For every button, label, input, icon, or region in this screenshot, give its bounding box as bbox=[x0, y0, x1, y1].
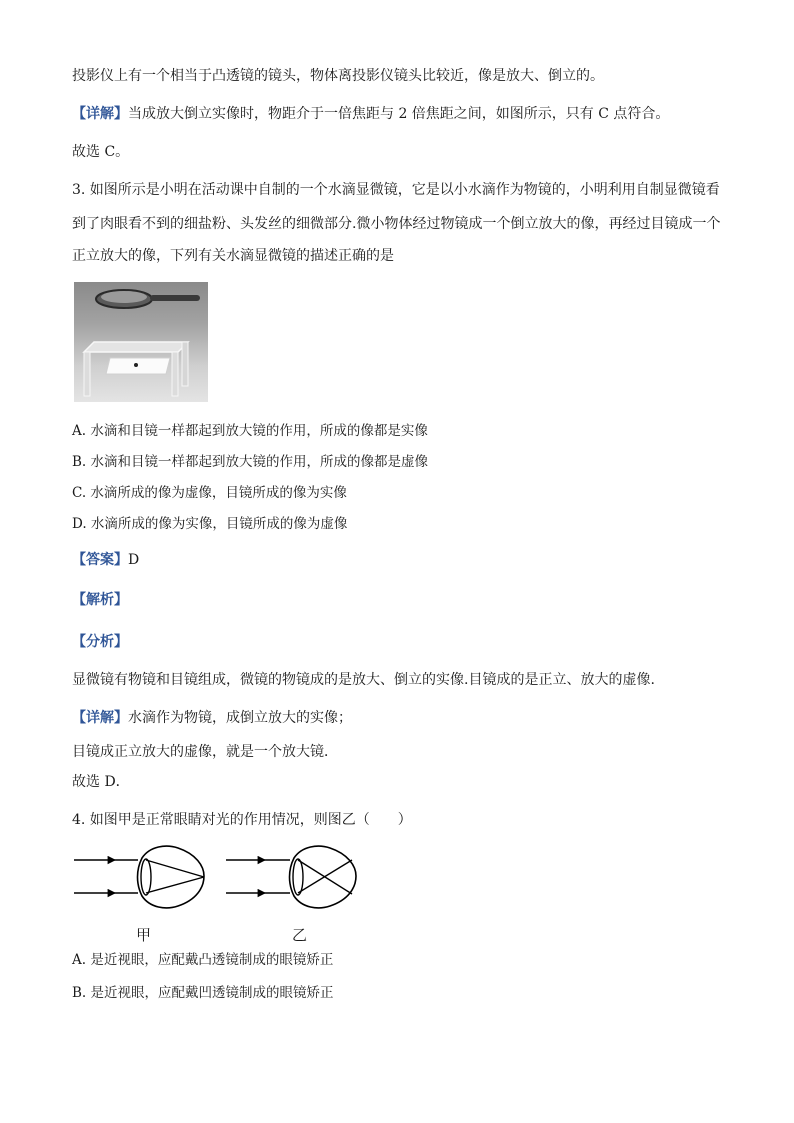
breakdown-tag: 【分析】 bbox=[72, 634, 128, 650]
figure-jia-label: 甲 bbox=[136, 926, 152, 944]
q4-option-a: A. 是近视眼，应配戴凸透镜制成的眼镜矫正 bbox=[72, 952, 334, 968]
analysis-tag: 【解析】 bbox=[72, 592, 128, 608]
detail-tag-2: 【详解】 bbox=[72, 710, 128, 726]
text-line: 投影仪上有一个相当于凸透镜的镜头，物体离投影仪镜头比较近，像是放大、倒立的。 bbox=[72, 68, 604, 84]
detail-line-3: 目镜成正立放大的虚像，就是一个放大镜． bbox=[72, 744, 338, 760]
eye-diagrams bbox=[70, 842, 370, 952]
eye-diagram-svg bbox=[70, 842, 370, 922]
option-c: C. 水滴所成的像为虚像，目镜所成的像为实像 bbox=[72, 485, 347, 501]
abnormal-eye-figure bbox=[226, 846, 356, 908]
detail-line bbox=[72, 104, 669, 124]
microscope-illustration bbox=[74, 282, 208, 402]
question-3-line-3: 正立放大的像，下列有关水滴显微镜的描述正确的是 bbox=[72, 248, 394, 264]
question-3-line-2: 到了肉眼看不到的细盐粉、头发丝的细微部分.微小物体经过物镜成一个倒立放大的像，再经过目镜成一个 bbox=[72, 216, 721, 232]
analysis-line bbox=[72, 590, 128, 610]
detail-line-2 bbox=[72, 708, 352, 728]
detail-text-2: 水滴作为物镜，成倒立放大的实像； bbox=[128, 710, 352, 726]
answer-line bbox=[72, 550, 139, 570]
question-3-line-1: 3. 如图所示是小明在活动课中自制的一个水滴显微镜，它是以小水滴作为物镜的，小明利用自制显微镜看 bbox=[72, 182, 720, 198]
breakdown-line bbox=[72, 632, 128, 652]
water-drop-microscope-photo bbox=[74, 282, 208, 402]
question-4: 4. 如图甲是正常眼睛对光的作用情况，则图乙（ ） bbox=[72, 812, 412, 828]
detail-tag: 【详解】 bbox=[72, 106, 128, 122]
figure-yi-label: 乙 bbox=[292, 926, 308, 944]
breakdown-text: 显微镜有物镜和目镜组成，微镜的物镜成的是放大、倒立的实像.目镜成的是正立、放大的虚像. bbox=[72, 672, 655, 688]
answer-value: D bbox=[128, 552, 140, 568]
option-b: B. 水滴和目镜一样都起到放大镜的作用，所成的像都是虚像 bbox=[72, 454, 429, 470]
option-a: A. 水滴和目镜一样都起到放大镜的作用，所成的像都是实像 bbox=[72, 423, 428, 439]
option-d: D. 水滴所成的像为实像，目镜所成的像为虚像 bbox=[72, 516, 348, 532]
normal-eye-figure bbox=[74, 846, 204, 908]
choice-line-2: 故选 D． bbox=[72, 774, 130, 790]
detail-text: 当成放大倒立实像时，物距介于一倍焦距与 2 倍焦距之间，如图所示，只有 C 点符合。 bbox=[128, 106, 670, 122]
q4-option-b: B. 是近视眼，应配戴凹透镜制成的眼镜矫正 bbox=[72, 985, 334, 1001]
choice-line: 故选 C。 bbox=[72, 144, 130, 160]
answer-tag: 【答案】 bbox=[72, 552, 128, 568]
